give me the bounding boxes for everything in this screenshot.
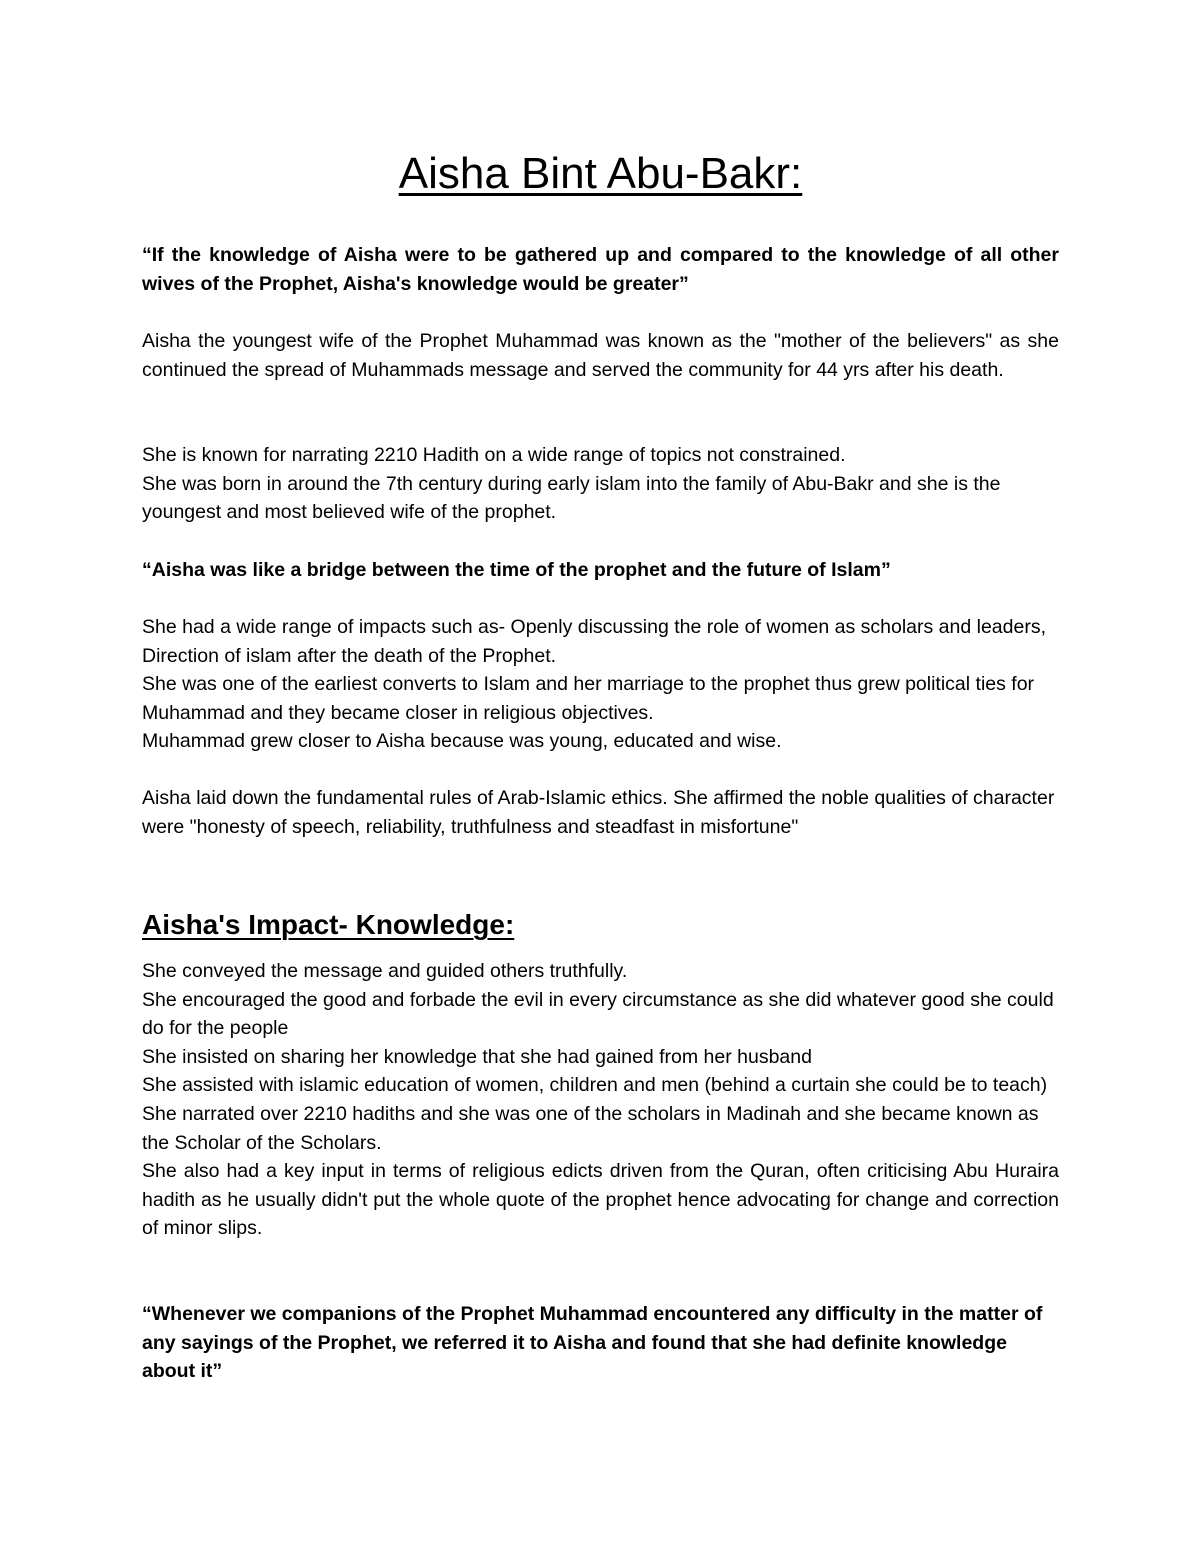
list-item: She narrated over 2210 hadiths and she was one of the scholars in Madinah and she became known as the Scholar of the Scholars. <box>142 1102 1039 1154</box>
opening-quote: “If the knowledge of Aisha were to be gathered up and compared to the knowledge of all other wives of the Prophet, Aisha's knowledge would be greater” <box>142 244 1059 295</box>
list-item: She encouraged the good and forbade the evil in every circumstance as she did whatever good she could do for the people <box>142 988 1054 1040</box>
list-item: She also had a key input in terms of religious edicts driven from the Quran, often criticising Abu Huraira hadith as he usually didn't put the whole quote of the prophet hence advocating for change and correction of minor slips. <box>142 1160 1059 1240</box>
document-title: Aisha Bint Abu-Bakr: <box>398 149 803 198</box>
intro-paragraph: Aisha the youngest wife of the Prophet Muhammad was known as the "mother of the believers" as she continued the spread of Muhammads message and served the community for 44 yrs after his death. <box>142 330 1059 381</box>
paragraph-line: She had a wide range of impacts such as- Openly discussing the role of women as scholars and leaders, Direction of islam after the death of the Prophet. <box>142 616 1046 667</box>
impacts-paragraph <box>142 613 1059 756</box>
paragraph-line: Muhammad grew closer to Aisha because was young, educated and wise. <box>142 730 782 753</box>
section-heading: Aisha's Impact- Knowledge: <box>142 909 515 940</box>
paragraph-line: She is known for narrating 2210 Hadith on a wide range of topics not constrained. <box>142 444 846 466</box>
list-item: She assisted with islamic education of women, children and men (behind a curtain she could be to teach) <box>142 1074 1048 1097</box>
paragraph-line: She was one of the earliest converts to Islam and her marriage to the prophet thus grew political ties for Muhammad and they became closer in religious objectives. <box>142 673 1035 724</box>
birth-paragraph <box>142 441 1059 527</box>
list-item: She conveyed the message and guided others truthfully. <box>142 960 628 982</box>
ethics-paragraph: Aisha laid down the fundamental rules of Arab-Islamic ethics. She affirmed the noble qualities of character were "honesty of speech, reliability, truthfulness and steadfast in misfortune" <box>142 787 1055 838</box>
knowledge-list <box>142 957 1059 1243</box>
list-item: She insisted on sharing her knowledge that she had gained from her husband <box>142 1045 812 1068</box>
closing-quote: “Whenever we companions of the Prophet Muhammad encountered any difficulty in the matter of any sayings of the Prophet, we referred it to Aisha and found that she had definite knowledge about it” <box>142 1303 1043 1383</box>
paragraph-line: She was born in around the 7th century during early islam into the family of Abu-Bakr and she is the youngest and most believed wife of the prophet. <box>142 472 1001 524</box>
bridge-quote: “Aisha was like a bridge between the time of the prophet and the future of Islam” <box>142 559 891 581</box>
